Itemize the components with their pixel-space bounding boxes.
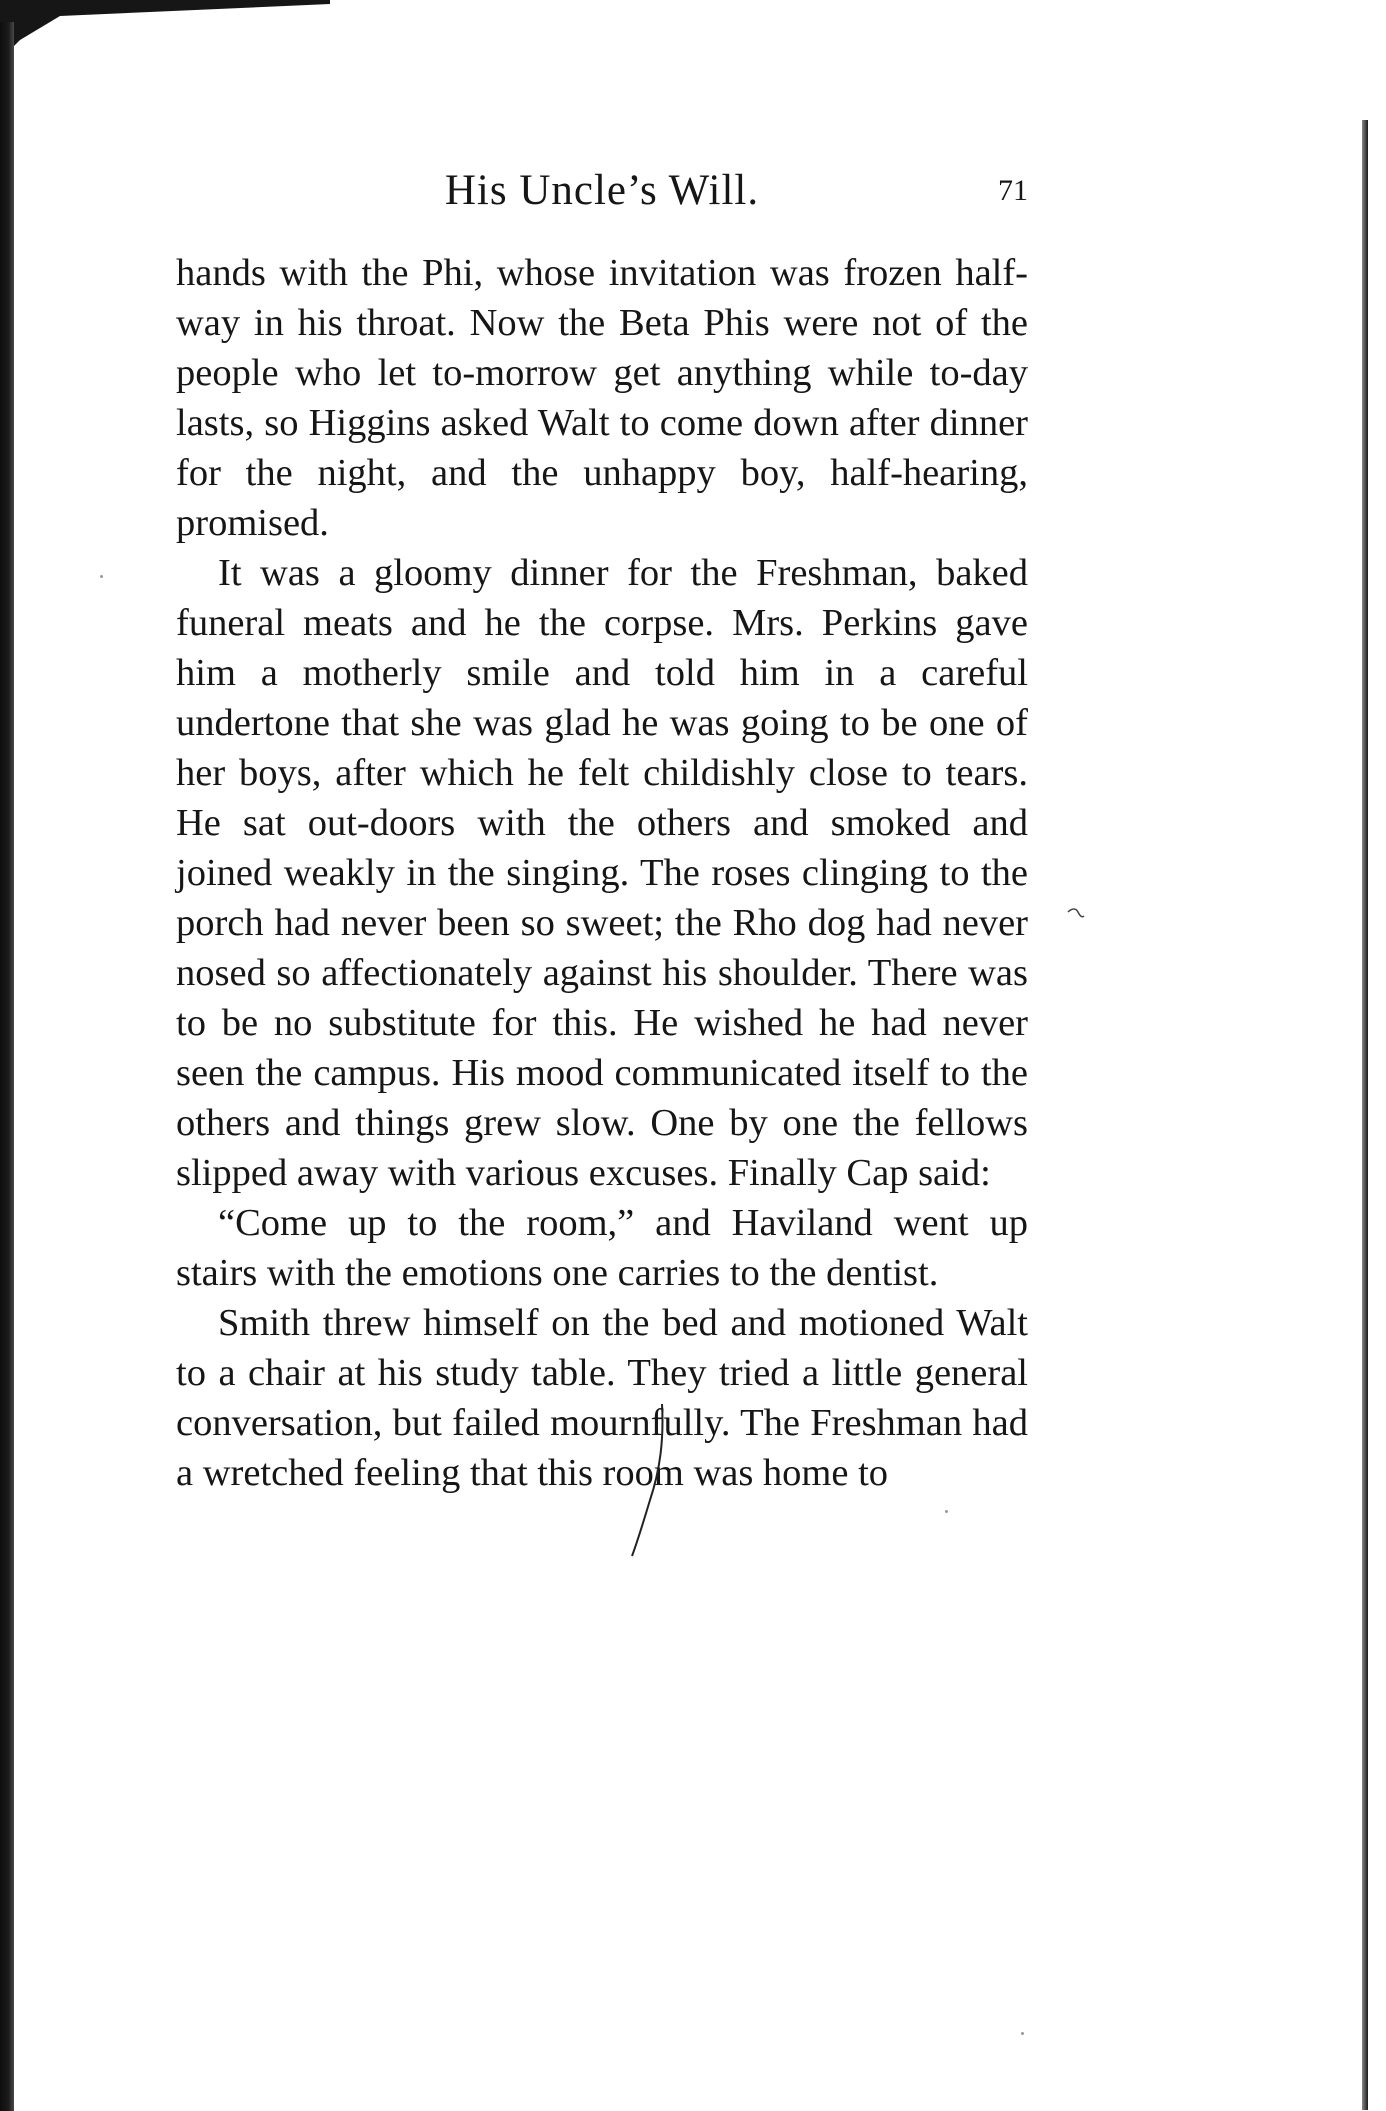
page-header (176, 166, 1028, 226)
body-text (176, 248, 1028, 1498)
page-left-edge-shadow (0, 22, 14, 2111)
margin-mark (1066, 906, 1086, 920)
paragraph-1: hands with the Phi, whose invitation was frozen half-way in his throat. Now the Beta Phis were not of the people who let to-morrow get anything while to-day lasts, so Higgins asked Walt to come down after dinner for the night, and the unhappy boy, half-hearing, promised. (176, 252, 1028, 544)
scan-speck (945, 1510, 948, 1513)
scan-speck (100, 575, 103, 578)
page-number: 71 (998, 174, 1028, 207)
running-title: His Uncle’s Will. (444, 167, 760, 214)
page-right-edge-shadow (1362, 120, 1368, 2110)
scan-corner-shadow (0, 0, 330, 60)
scan-speck (1021, 2032, 1024, 2035)
paragraph-2: It was a gloomy dinner for the Freshman, baked funeral meats and he the corpse. Mrs. Perkins gave him a motherly smile and told him in a careful undertone that she was glad he was going to be one of her boys, after which he felt childishly close to tears. He sat out-doors with the others and smoked and joined weakly in the singing. The roses clinging to the porch had never been so sweet; the Rho dog had never nosed so affectionately against his shoulder. There was to be no substitute for this. He wished he had never seen the campus. His mood communicated itself to the others and things grew slow. One by one the fellows slipped away with various excuses. Finally Cap said: (176, 552, 1028, 1194)
paragraph-4: Smith threw himself on the bed and motioned Walt to a chair at his study table. They tried a little general conversation, but failed mournfully. The Freshman had a wretched feeling that this room was home to (176, 1302, 1028, 1494)
paragraph-3: “Come up to the room,” and Haviland went up stairs with the emotions one carries to the dentist. (176, 1202, 1028, 1294)
pencil-mark (620, 1400, 680, 1560)
